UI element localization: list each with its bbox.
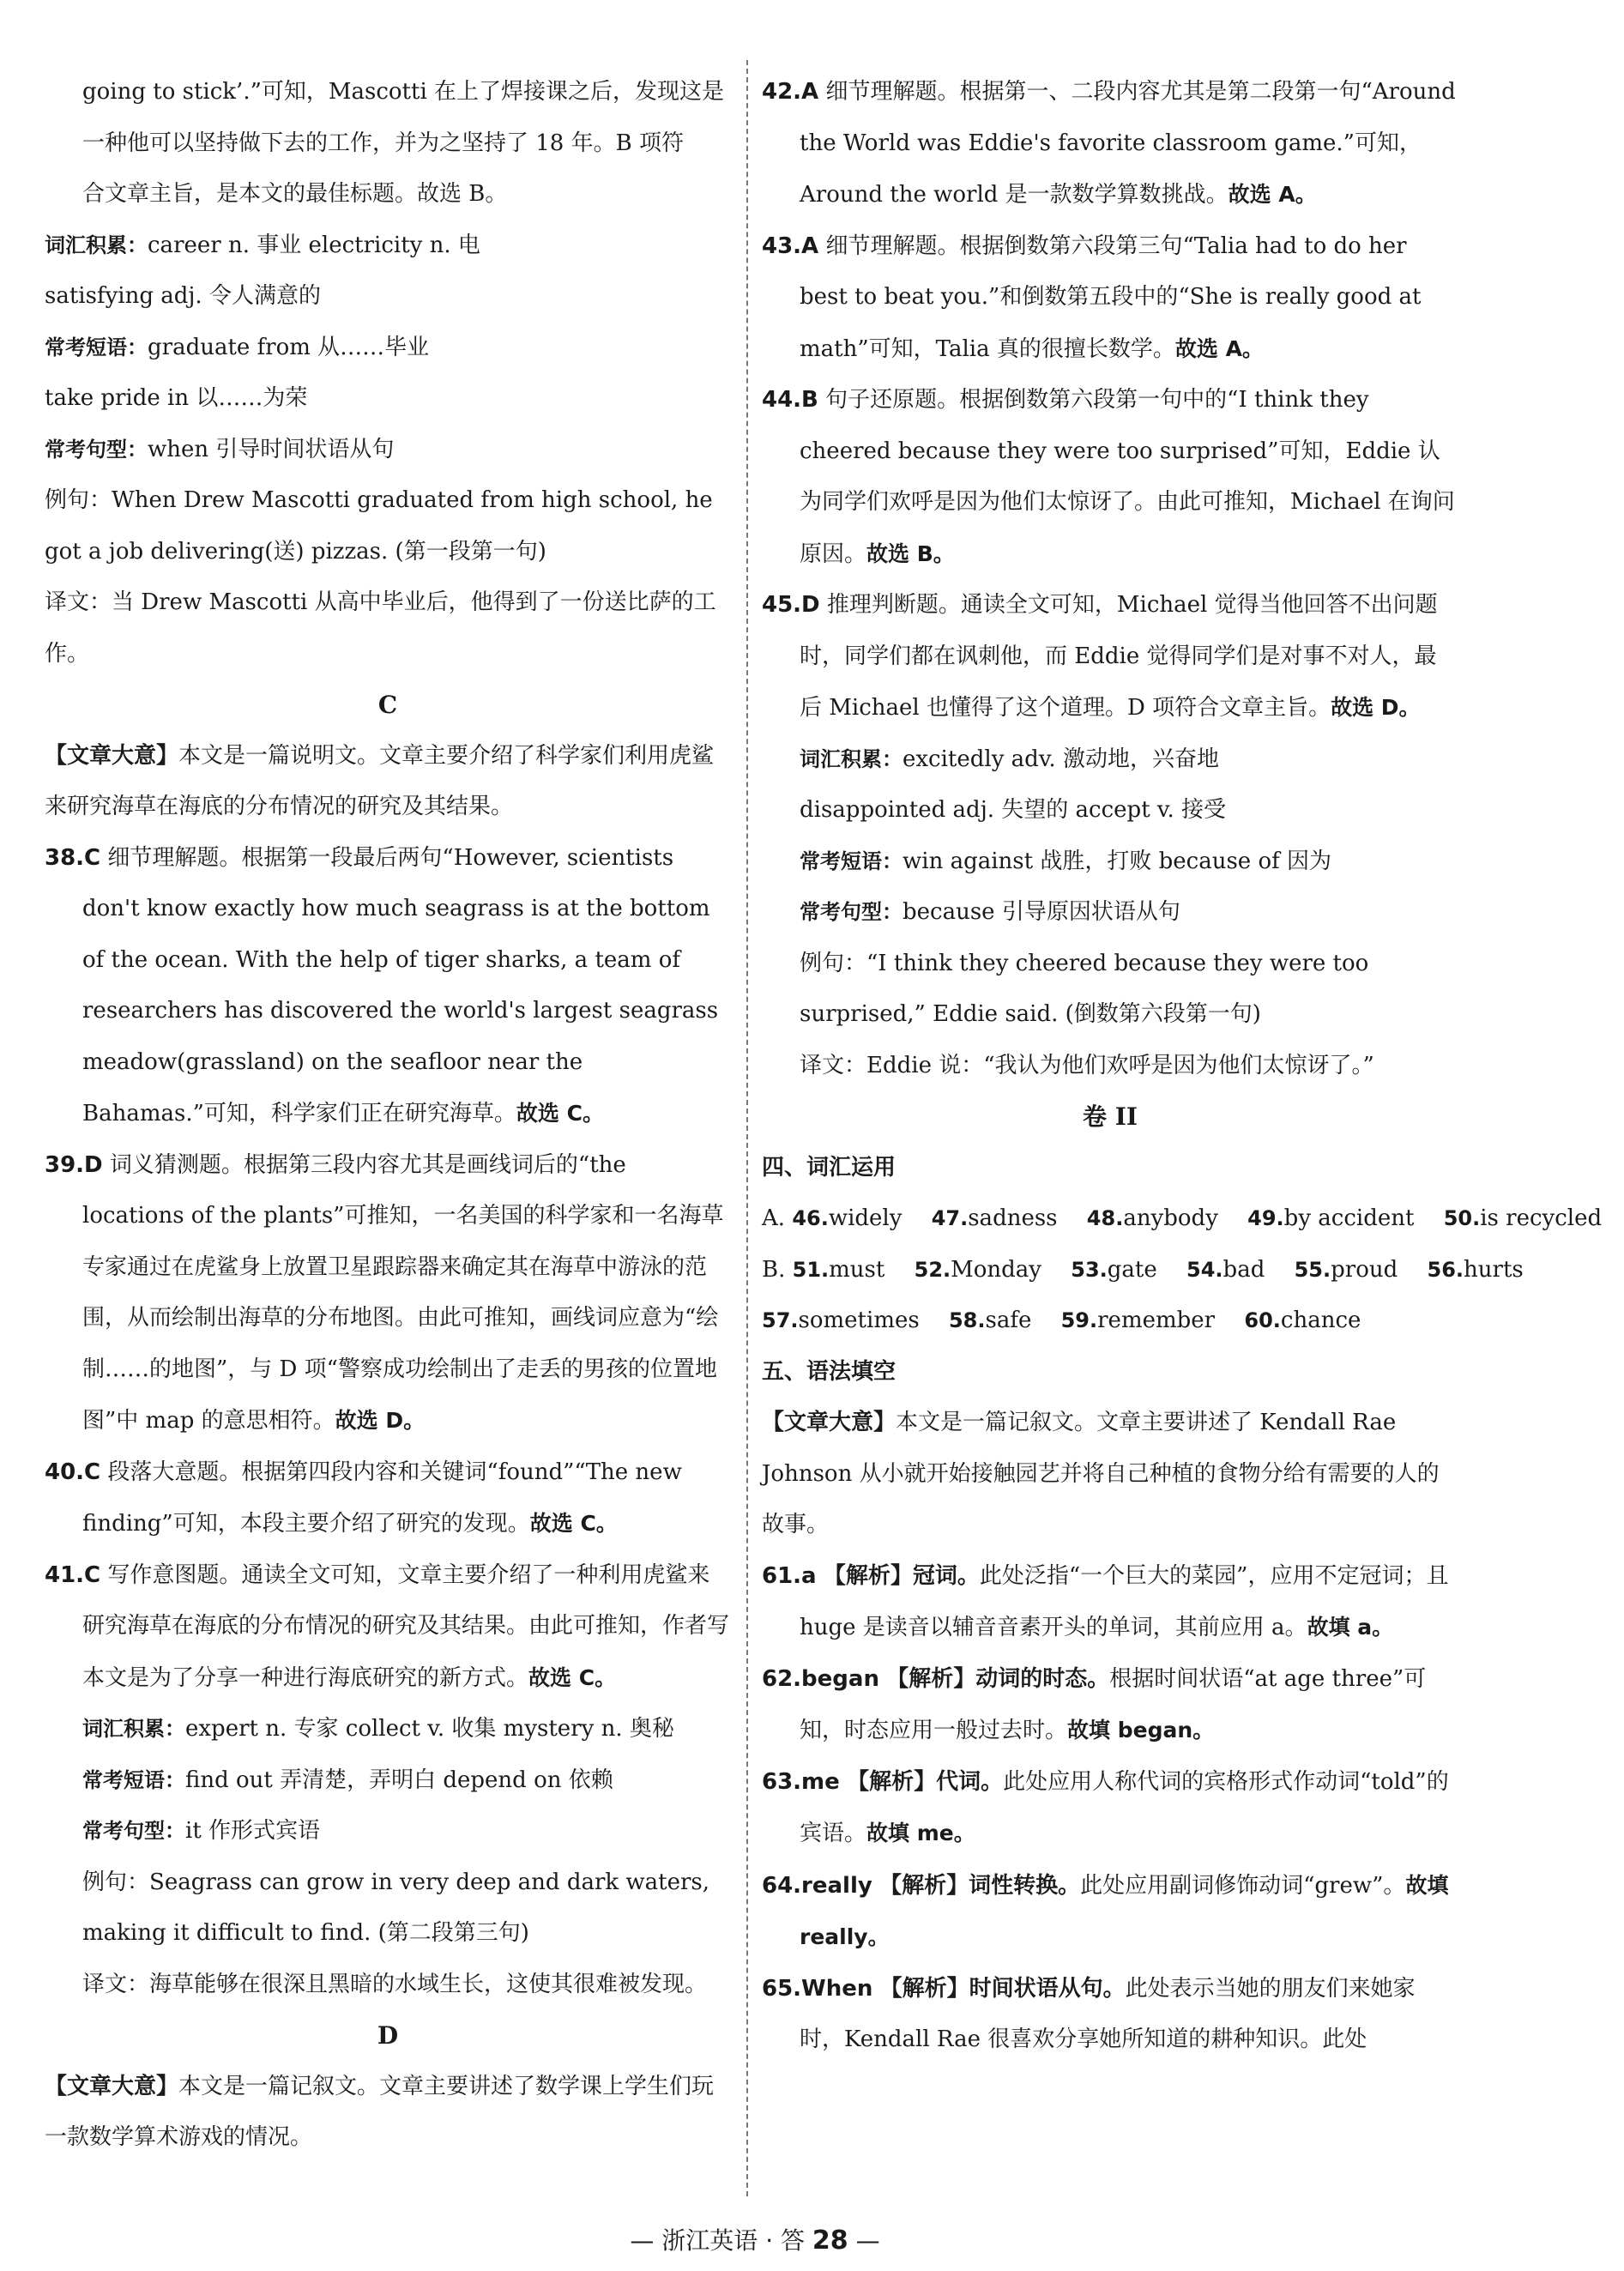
vocab-answer-55: 55.proud — [1294, 1256, 1398, 1283]
grammar-answer-62: 62.began 【解析】动词的时态。根据时间状语“at age three”可知，时态应用一般过去时。故填 began。 — [762, 1665, 1427, 1743]
example-sentence-d: 例句：“I think they cheered because they were too surprised,” Eddie said. (倒数第六段第一句) — [800, 950, 1369, 1027]
vocab-answer-51: 51.must — [792, 1256, 885, 1283]
vocab-answer-49: 49.by accident — [1247, 1205, 1415, 1231]
summary-c: 【文章大意】本文是一篇说明文。文章主要介绍了科学家们利用虎鲨来研究海草在海底的分布情况的研究及其结果。 — [45, 742, 715, 819]
right-column — [762, 67, 1603, 2066]
common-pattern-d: 常考句型：because 引导原因状语从句 — [800, 899, 1180, 925]
vocab-answer-57: 57.sometimes — [762, 1308, 920, 1333]
translation-b: 译文：当 Drew Mascotti 从高中毕业后，他得到了一份送比萨的工作。 — [45, 589, 716, 667]
common-phrases-b: 常考短语：graduate from 从……毕业 take pride in 以……为荣 — [45, 334, 430, 411]
section-5-heading: 五、语法填空 — [762, 1358, 897, 1385]
grammar-answer-63: 63.me 【解析】代词。此处应用人称代词的宾格形式作动词“told”的宾语。故填 me。 — [762, 1768, 1449, 1846]
vocab-answer-56: 56.hurts — [1427, 1256, 1524, 1283]
summary-d: 【文章大意】本文是一篇记叙文。文章主要讲述了数学课上学生们玩一款数学算术游戏的情况。 — [45, 2073, 715, 2150]
section-4-heading: 四、词汇运用 — [762, 1154, 897, 1181]
vocab-answer-58: 58.safe — [948, 1308, 1032, 1333]
vocab-accumulation-b: 词汇积累：career n. 事业 electricity n. 电 satisfying adj. 令人满意的 — [45, 232, 480, 309]
vocab-accumulation-d: 词汇积累：excitedly adv. 激动地，兴奋地 disappointed adj. 失望的 accept v. 接受 — [800, 746, 1227, 823]
common-phrases-d: 常考短语：win against 战胜，打败 because of 因为 — [800, 848, 1331, 874]
vocab-answer-47: 47.sadness — [931, 1205, 1058, 1231]
answer-44: 44.B 句子还原题。根据倒数第六段第一句中的“I think they cheered because they were too surprised”可知，Eddie 认为同学们欢呼是因为他们太惊讶了。由此可推知，Michael 在询问原因。故选 B。 — [762, 387, 1455, 567]
translation-c: 译文：海草能够在很深且黑暗的水域生长，这使其很难被发现。 — [82, 1971, 708, 1997]
vocab-row-a: A. 46.widely 47.sadness 48.anybody 49.by accident 50.is recycled — [762, 1193, 1458, 1245]
page-number: 28 — [812, 2226, 848, 2256]
vocab-accumulation-c: 词汇积累：expert n. 专家 collect v. 收集 mystery n. 奥秘 — [82, 1716, 674, 1742]
common-phrases-c: 常考短语：find out 弄清楚，弄明白 depend on 依赖 — [82, 1767, 613, 1793]
example-sentence-b: 例句：When Drew Mascotti graduated from high school, he got a job delivering(送) pizzas. (第一段第一句) — [45, 487, 713, 565]
answer-45: 45.D 推理判断题。通读全文可知，Michael 觉得当他回答不出问题时，同学们都在讽刺他，而 Eddie 觉得同学们是对事不对人，最后 Michael 也懂得了这个道理。D 项符合文章主旨。故选 D。 — [762, 592, 1438, 721]
vocab-answer-59: 59.remember — [1060, 1308, 1216, 1333]
example-sentence-c: 例句：Seagrass can grow in very deep and dark waters, making it difficult to find. (第二段第三句) — [82, 1869, 710, 1946]
grammar-answer-65: 65.When 【解析】时间状语从句。此处表示当她的朋友们来她家时，Kendall Rae 很喜欢分享她所知道的耕种知识。此处 — [762, 1975, 1416, 2052]
grammar-answer-64: 64.really 【解析】词性转换。此处应用副词修饰动词“grew”。故填 really。 — [762, 1872, 1449, 1949]
vocab-row-c — [762, 1296, 1458, 1347]
summary-grammar: 【文章大意】本文是一篇记叙文。文章主要讲述了 Kendall Rae Johnson 从小就开始接触园艺并将自己种植的食物分给有需要的人的故事。 — [762, 1410, 1440, 1537]
column-divider — [746, 60, 748, 2196]
answer-42: 42.A 细节理解题。根据第一、二段内容尤其是第二段第一句“Around the World was Eddie's favorite classroom game.”可知，Around the world 是一款数学算数挑战。故选 A。 — [762, 79, 1456, 208]
vocab-answer-48: 48.anybody — [1086, 1205, 1218, 1231]
section-d-heading: D — [377, 2021, 399, 2050]
vocab-answer-52: 52.Monday — [914, 1256, 1041, 1283]
vocab-answer-54: 54.bad — [1186, 1256, 1265, 1283]
translation-d: 译文：Eddie 说：“我认为他们欢呼是因为他们太惊讶了。” — [800, 1052, 1374, 1078]
answer-38: 38.C 细节理解题。根据第一段最后两句“However, scientists don't know exactly how much seagrass is at the bottom of the ocean. With the help of tiger sharks, a team of researchers has discovered the world's largest seagrass meadow(grassland) on the seafloor near the Bahamas.”可知，科学家们正在研究海草。故选 C。 — [45, 844, 719, 1126]
vocab-answer-60: 60.chance — [1244, 1308, 1361, 1333]
vocab-answer-46: 46.widely — [792, 1205, 903, 1231]
section-c-heading: C — [377, 691, 398, 719]
grammar-answer-61: 61.a 【解析】冠词。此处泛指“一个巨大的菜园”，应用不定冠词；且 huge 是读音以辅音音素开头的单词，其前应用 a。故填 a。 — [762, 1562, 1449, 1640]
common-pattern-c: 常考句型：it 作形式宾语 — [82, 1818, 321, 1844]
vocab-answer-53: 53.gate — [1071, 1256, 1157, 1283]
continued-paragraph: going to stick’.”可知，Mascotti 在上了焊接课之后，发现这是 一种他可以坚持做下去的工作，并为之坚持了 18 年。B 项符 合文章主旨，是本文的最佳标题。故选 B。 — [82, 79, 725, 207]
answer-41: 41.C 写作意图题。通读全文可知，文章主要介绍了一种利用虎鲨来研究海草在海底的分布情况的研究及其结果。由此可推知，作者写本文是为了分享一种进行海底研究的新方式。故选 C。 — [45, 1561, 730, 1691]
left-column — [45, 67, 731, 2164]
answer-39: 39.D 词义猜测题。根据第三段内容尤其是画线词后的“the locations of the plants”可推知，一名美国的科学家和一名海草专家通过在虎鲨身上放置卫星跟踪器来确定其在海草中游泳的范围，从而绘制出海草的分布地图。由此可推知，画线词应意为“绘制……的地图”，与 D 项“警察成功绘制出了走丢的男孩的位置地图”中 map 的意思相符。故选 D。 — [45, 1151, 724, 1434]
vocab-row-b: B. 51.must 52.Monday 53.gate 54.bad 55.proud 56.hurts — [762, 1245, 1458, 1296]
volume-2-heading: 卷 II — [1083, 1102, 1138, 1131]
vocab-answer-50: 50.is recycled — [1443, 1205, 1603, 1231]
answer-43: 43.A 细节理解题。根据倒数第六段第三句“Talia had to do her best to beat you.”和倒数第五段中的“She is really good at math”可知，Talia 真的很擅长数学。故选 A。 — [762, 233, 1422, 362]
common-pattern-b: 常考句型：when 引导时间状语从句 — [45, 436, 395, 462]
page-footer: — 浙江英语 · 答 28 — — [630, 2226, 880, 2256]
answer-40: 40.C 段落大意题。根据第四段内容和关键词“found”“The new finding”可知，本段主要介绍了研究的发现。故选 C。 — [45, 1459, 682, 1537]
